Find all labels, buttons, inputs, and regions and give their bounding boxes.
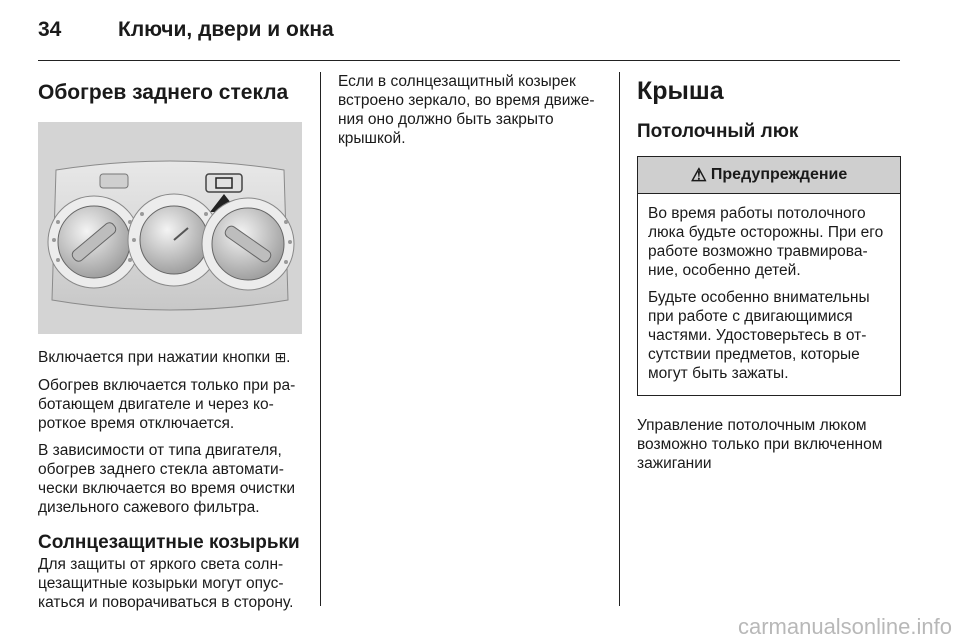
paragraph-sunroof-ignition: Управление потолочным люком возможно только при включенном зажигании — [637, 417, 883, 472]
column-divider-1 — [320, 72, 321, 606]
warning-paragraph-1: Во время работы потолочного люка будьте осторожны. При его работе возможно травмирова-ние, особенно детей. — [648, 205, 884, 279]
header-divider — [38, 60, 900, 61]
section-heading-rear-window: Обогрев заднего стекла — [38, 81, 289, 104]
page-header — [38, 14, 900, 50]
page-number: 34 — [38, 18, 62, 41]
paragraph-visor-mirror: Если в солнцезащитный козырек встроено зеркало, во время движе-ния оно должно быть закрыто крышкой. — [338, 73, 595, 147]
rear-window-heater-icon: ⊞ — [274, 350, 287, 366]
warning-paragraph-2: Будьте особенно внимательны при работе с двигающимися частями. Удостоверьтесь в от-сутствии предметов, которые могут быть зажаты. — [648, 289, 870, 382]
paragraph-diesel-filter: В зависимости от типа двигателя, обогрев заднего стекла автомати-чески включается во время очистки дизельного сажевого фильтра. — [38, 442, 296, 516]
climate-control-panel-image — [38, 122, 302, 334]
column-divider-2 — [619, 72, 620, 606]
chapter-title: Ключи, двери и окна — [118, 18, 334, 41]
section-subheading-sunroof: Потолочный люк — [637, 121, 799, 142]
section-heading-sun-visors: Солнцезащитные козырьки — [38, 532, 300, 553]
paragraph-button-press: Включается при нажатии кнопки ⊞. — [38, 349, 291, 366]
column-3 — [637, 72, 901, 481]
watermark: carmanualsonline.info — [737, 614, 952, 639]
column-1 — [38, 72, 306, 620]
warning-body — [638, 194, 900, 395]
column-2 — [338, 72, 606, 156]
paragraph-sun-visors: Для защиты от яркого света солн-цезащитные козырьки могут опус-каться и поворачиваться в сторону. — [38, 556, 294, 611]
warning-header — [638, 157, 900, 194]
warning-title: Предупреждение — [710, 166, 848, 183]
paragraph-engine-running: Обогрев включается только при ра-ботающем двигателе и через ко-роткое время отключается. — [38, 377, 296, 432]
section-heading-roof: Крыша — [637, 77, 724, 105]
warning-box — [637, 156, 901, 396]
warning-triangle-icon: ⚠ — [690, 164, 707, 185]
